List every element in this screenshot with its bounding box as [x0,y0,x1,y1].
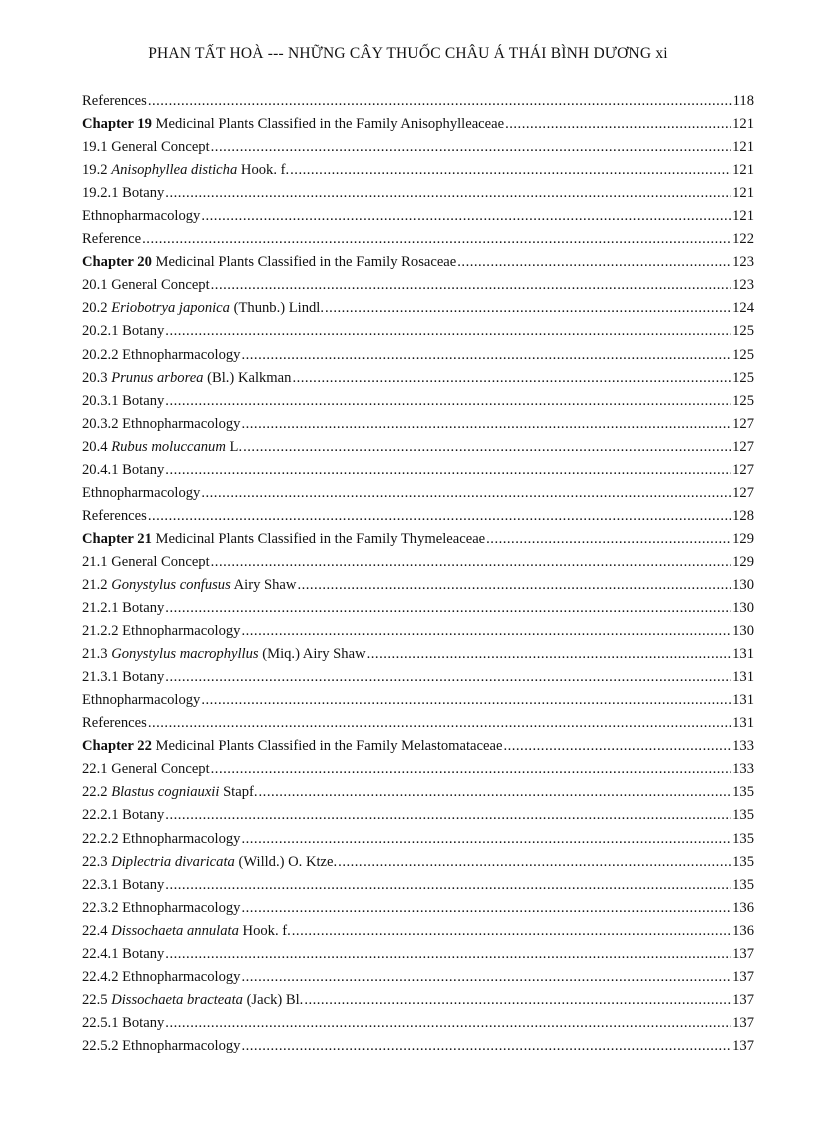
toc-title-pre: 21.2.2 Ethnopharmacology [82,623,241,640]
toc-title-italic: Blastus cogniauxii [111,784,220,801]
toc-title-pre: 20.4.1 Botany [82,461,165,478]
toc-title-pre: 20.2.1 Botany [82,323,165,340]
toc-title-pre: 20.2 [82,300,112,317]
dot-leader [165,807,731,824]
toc-title-pre: 22.4 [82,922,112,939]
toc-title-pre: 22.4.1 Botany [82,945,165,962]
toc-title-pre: 20.4 [82,438,112,455]
dot-leader [211,139,731,156]
toc-entry[interactable] [82,185,754,208]
dot-leader [367,646,731,663]
toc-title-post: L. [225,438,243,455]
toc-page-number: 118 [732,93,754,109]
toc-title-italic: Eriobotrya japonica [111,300,230,317]
toc-entry[interactable] [82,300,754,323]
toc-entry-title [82,784,258,801]
dot-leader [148,715,731,732]
toc-title-pre: 22.2.2 Ethnopharmacology [82,830,241,847]
dot-leader [241,900,731,917]
toc-entry[interactable] [82,992,754,1015]
toc-title-pre: 20.3 [82,369,112,386]
toc-title-pre: Ethnopharmacology [82,208,201,225]
dot-leader [165,946,731,963]
toc-entry[interactable] [82,900,754,923]
toc-title-pre: 22.5.2 Ethnopharmacology [82,1037,241,1054]
toc-entry-title [82,116,504,133]
toc-entry-title [82,531,485,548]
toc-title-pre: 20.2.2 Ethnopharmacology [82,346,241,363]
toc-entry-title [82,231,141,248]
toc-page-number: 128 [732,507,754,524]
toc-title-post: Hook. f. [238,922,291,939]
toc-title-pre: Medicinal Plants Classified in the Family Melastomataceae [151,738,503,755]
dot-leader [201,692,731,709]
toc-entry[interactable] [82,646,754,669]
dot-leader [241,347,731,364]
toc-entry[interactable] [82,277,754,300]
toc-title-post: (Thunb.) Lindl. [229,300,325,317]
toc-page-number: 133 [732,738,754,755]
toc-title-pre: 21.3.1 Botany [82,669,165,686]
toc-page-number: 136 [732,922,754,939]
toc-page-number: 137 [732,968,754,985]
toc-entry[interactable] [82,854,754,877]
toc-entry-title [82,323,164,340]
toc-entry-title [82,992,303,1009]
dot-leader [148,93,732,110]
dot-leader [243,439,731,456]
toc-title-pre: Reference [82,231,142,248]
toc-entry-title [82,208,200,225]
toc-title-pre: 21.2.1 Botany [82,600,165,617]
toc-entry[interactable] [82,761,754,784]
toc-title-pre: 19.1 General Concept [82,139,210,156]
toc-entry[interactable] [82,462,754,485]
toc-entry-title [82,669,164,686]
toc-page-number: 125 [732,346,754,363]
toc-page-number: 125 [732,323,754,340]
toc-title-pre: 22.2.1 Botany [82,807,165,824]
toc-page-number: 129 [732,530,754,547]
toc-title-pre: 20.3.2 Ethnopharmacology [82,415,241,432]
toc-page-number: 135 [732,807,754,824]
toc-entry-title [82,692,200,709]
toc-page-number: 121 [732,208,754,225]
toc-page-number: 130 [732,576,754,593]
toc-entry-title [82,554,210,571]
toc-title-post: (Jack) Bl. [242,991,304,1008]
toc-page-number: 130 [732,623,754,640]
toc-entry[interactable] [82,969,754,992]
toc-title-post: (Bl.) Kalkman [203,369,292,386]
toc-title-bold: Chapter 22 [82,738,152,755]
toc-title-pre: 19.2.1 Botany [82,185,165,202]
toc-title-post: (Willd.) O. Ktze. [234,853,338,870]
dot-leader [241,623,731,640]
toc-page-number: 122 [732,231,754,248]
toc-page-number: 124 [732,300,754,317]
dot-leader [165,462,731,479]
dot-leader [211,761,731,778]
toc-title-pre: Medicinal Plants Classified in the Family Thymeleaceae [151,530,486,547]
toc-title-post: Stapf. [219,784,258,801]
toc-entry[interactable] [82,93,754,116]
toc-entry[interactable] [82,669,754,692]
toc-entry[interactable] [82,485,754,508]
toc-entry-title [82,508,147,525]
toc-title-pre: References [82,715,147,732]
toc-entry[interactable] [82,784,754,807]
toc-page-number: 131 [732,646,754,663]
dot-leader [241,1038,731,1055]
toc-entry-title [82,738,502,755]
toc-title-pre: 22.3.2 Ethnopharmacology [82,899,241,916]
toc-entry-title [82,761,210,778]
toc-entry[interactable] [82,508,754,531]
toc-title-italic: Diplectria divaricata [111,853,235,870]
toc-title-pre: References [82,93,147,109]
dot-leader [165,393,731,410]
toc-entry-title [82,577,296,594]
toc-entry-title [82,300,324,317]
toc-entry[interactable] [82,715,754,738]
toc-title-bold: Chapter 20 [82,254,152,271]
dot-leader [290,162,731,179]
toc-title-pre: 22.4.2 Ethnopharmacology [82,968,241,985]
dot-leader [457,254,731,271]
dot-leader [211,554,731,571]
toc-entry-title [82,254,456,271]
toc-entry-title [82,370,291,387]
toc-page-number: 121 [732,185,754,202]
toc-chapter-entry[interactable] [82,254,754,277]
toc-entry-title [82,600,164,617]
toc-chapter-entry[interactable] [82,116,754,139]
toc-page-number: 127 [732,438,754,455]
toc-entry[interactable] [82,877,754,900]
toc-page-number: 127 [732,461,754,478]
toc-entry[interactable] [82,831,754,854]
dot-leader [165,600,731,617]
toc-entry-title [82,462,164,479]
toc-entry-title [82,854,337,871]
toc-page-number: 127 [732,415,754,432]
toc-title-pre: 19.2 [82,162,112,179]
toc-entry[interactable] [82,162,754,185]
dot-leader [165,669,731,686]
toc-page-number: 135 [732,830,754,847]
dot-leader [165,323,731,340]
toc-title-pre: Medicinal Plants Classified in the Family Anisophylleaceae [151,116,505,133]
toc-page-number: 131 [732,692,754,709]
toc-title-italic: Rubus moluccanum [111,438,226,455]
toc-page-number: 137 [732,945,754,962]
toc-page-number: 131 [732,715,754,732]
dot-leader [241,416,731,433]
toc-entry-title [82,1015,164,1032]
toc-entry-title [82,831,240,848]
toc-title-post: Airy Shaw [230,576,297,593]
toc-entry[interactable] [82,323,754,346]
dot-leader [241,969,731,986]
toc-title-pre: 22.3.1 Botany [82,876,165,893]
toc-entry[interactable] [82,923,754,946]
dot-leader [165,185,731,202]
dot-leader [505,116,731,133]
toc-chapter-entry[interactable] [82,738,754,761]
toc-entry[interactable] [82,416,754,439]
toc-title-italic: Dissochaeta annulata [111,922,239,939]
toc-entry-title [82,439,242,456]
toc-entry-title [82,946,164,963]
toc-title-pre: 21.1 General Concept [82,553,210,570]
toc-entry[interactable] [82,231,754,254]
toc-entry-title [82,277,210,294]
toc-entry[interactable] [82,1015,754,1038]
toc-title-italic: Prunus arborea [111,369,204,386]
toc-title-pre: 21.3 [82,646,112,663]
toc-page-number: 121 [732,162,754,179]
dot-leader [486,531,731,548]
toc-title-pre: 22.5.1 Botany [82,1014,165,1031]
toc-title-pre: 22.5 [82,991,112,1008]
toc-entry[interactable] [82,600,754,623]
toc-title-post: Hook. f. [237,162,290,179]
toc-entry-title [82,485,200,502]
toc-entry[interactable] [82,1038,754,1061]
toc-page-number: 131 [732,669,754,686]
toc-chapter-entry[interactable] [82,531,754,554]
toc-entry[interactable] [82,139,754,162]
toc-title-pre: 20.3.1 Botany [82,392,165,409]
dot-leader [211,277,731,294]
toc-entry-title [82,347,240,364]
toc-page-number: 136 [732,899,754,916]
toc-entry[interactable] [82,577,754,600]
toc-entry[interactable] [82,439,754,462]
toc-title-pre: 21.2 [82,576,112,593]
toc-page-number: 137 [732,1014,754,1031]
toc-entry[interactable] [82,946,754,969]
dot-leader [297,577,731,594]
dot-leader [241,831,731,848]
toc-title-pre: Medicinal Plants Classified in the Family Rosaceae [151,254,457,271]
toc-entry-title [82,623,240,640]
toc-entry-title [82,185,164,202]
toc-entry-title [82,393,164,410]
dot-leader [165,1015,731,1032]
toc-title-italic: Gonystylus confusus [111,576,231,593]
toc-title-post: (Miq.) Airy Shaw [258,646,366,663]
toc-entry[interactable] [82,554,754,577]
toc-title-pre: Ethnopharmacology [82,484,201,501]
toc-entry-title [82,807,164,824]
toc-title-bold: Chapter 21 [82,530,152,547]
toc-title-italic: Anisophyllea disticha [111,162,238,179]
toc-page-number: 137 [732,991,754,1008]
dot-leader [201,485,731,502]
toc-entry-title [82,139,210,156]
toc-entry[interactable] [82,692,754,715]
toc-entry[interactable] [82,807,754,830]
toc-page-number: 121 [732,116,754,133]
dot-leader [165,877,731,894]
toc-entry-title [82,969,240,986]
toc-entry-title [82,715,147,732]
toc-entry[interactable] [82,370,754,393]
toc-entry-title [82,646,366,663]
toc-title-italic: Gonystylus macrophyllus [111,646,259,663]
toc-entry-title [82,923,291,940]
toc-page-number: 137 [732,1037,754,1054]
toc-page-number: 127 [732,484,754,501]
toc-title-pre: 22.3 [82,853,112,870]
toc-entry-title [82,416,240,433]
toc-title-pre: 20.1 General Concept [82,277,210,294]
dot-leader [292,923,731,940]
toc-title-italic: Dissochaeta bracteata [111,991,243,1008]
toc-title-pre: 22.1 General Concept [82,761,210,778]
toc-title-pre: Ethnopharmacology [82,692,201,709]
toc-title-bold: Chapter 19 [82,116,152,133]
toc-entry-title [82,877,164,894]
dot-leader [259,784,732,801]
toc-page-number: 135 [732,853,754,870]
toc-entry[interactable] [82,623,754,646]
running-header: PHAN TẤT HOÀ --- NHỮNG CÂY THUỐC CHÂU Á THÁI BÌNH DƯƠNG xi [148,45,668,62]
toc-page-number: 121 [732,139,754,156]
dot-leader [304,992,731,1009]
dot-leader [325,300,731,317]
toc-title-pre: References [82,507,147,524]
toc-page-number: 123 [732,277,754,294]
toc-title-pre: 22.2 [82,784,112,801]
dot-leader [338,854,731,871]
toc-entry-title [82,900,240,917]
dot-leader [201,208,731,225]
toc-page-number: 125 [732,392,754,409]
toc-entry[interactable] [82,393,754,416]
toc-page-number: 135 [732,784,754,801]
dot-leader [292,370,731,387]
toc-entry[interactable] [82,208,754,231]
toc-page-number: 123 [732,254,754,271]
toc-page-number: 130 [732,600,754,617]
toc-entry-title [82,1038,240,1055]
toc-page-number: 135 [732,876,754,893]
dot-leader [142,231,731,248]
dot-leader [148,508,731,525]
toc-page-number: 125 [732,369,754,386]
toc-entry-title [82,162,289,179]
dot-leader [503,738,731,755]
toc-page-number: 129 [732,553,754,570]
toc-entry-title [82,93,147,110]
table-of-contents [82,93,754,1061]
toc-page-number: 133 [732,761,754,778]
toc-entry[interactable] [82,347,754,370]
